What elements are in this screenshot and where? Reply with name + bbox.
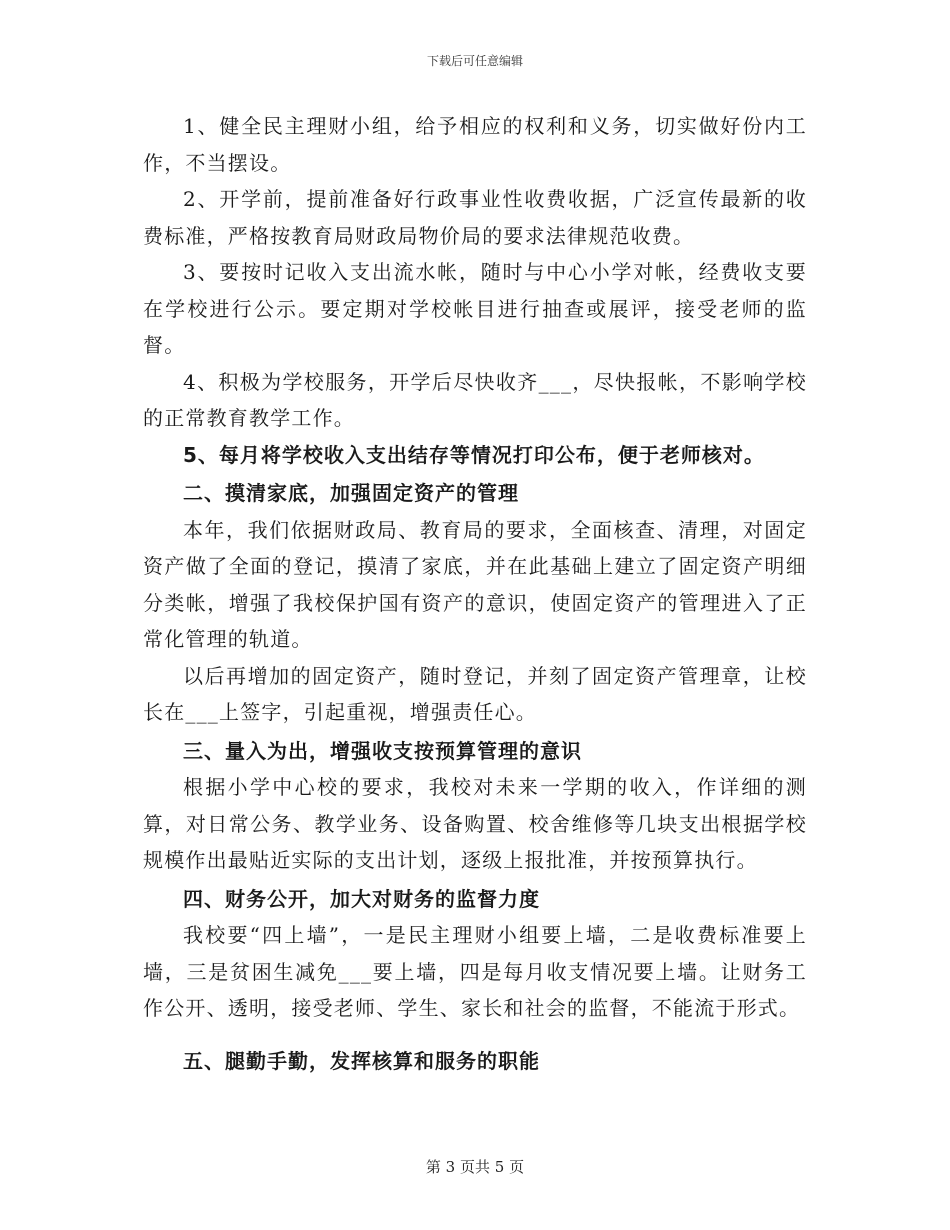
section-heading-2: 二、摸清家底，加强固定资产的管理 [183,481,519,505]
page-footer: 第 3 页共 5 页 [425,1158,525,1176]
paragraph-budget: 根据小学中心校的要求，我校对未来一学期的收入，作详细的测算，对日常公务、教学业务、设备购置、校舍维修等几块支出根据学校规模作出最贴近实际的支出计划，逐级上报批准，并按预算执行。 [143,775,807,872]
section-heading-4: 四、财务公开，加大对财务的监督力度 [183,886,540,911]
document-body [143,108,807,1079]
paragraph-item-5-bold: 5、每月将学校收入支出结存等情况打印公布，便于老师核对。 [183,442,765,467]
paragraph-item-3: 3、要按时记收入支出流水帐，随时与中心小学对帐，经费收支要在学校进行公示。要定期对学校帐目进行抽查或展评，接受老师的监督。 [143,260,807,357]
paragraph-disclosure: 我校要“四上墙”，一是民主理财小组要上墙，二是收费标准要上墙，三是贫困生减免___要上墙，四是每月收支情况要上墙。让财务工作公开、透明，接受老师、学生、家长和社会的监督，不能流于形式。 [143,923,807,1020]
paragraph-assets-1: 本年，我们依据财政局、教育局的要求，全面核查、清理，对固定资产做了全面的登记，摸清了家底，并在此基础上建立了固定资产明细分类帐，增强了我校保护国有资产的意识，使固定资产的管理进入了正常化管理的轨道。 [143,517,807,651]
paragraph-assets-2: 以后再增加的固定资产，随时登记，并刻了固定资产管理章，让校长在___上签字，引起重视，增强责任心。 [143,663,807,724]
paragraph-item-4: 4、积极为学校服务，开学后尽快收齐___，尽快报帐，不影响学校的正常教育教学工作。 [143,369,807,430]
section-heading-5: 五、腿勤手勤，发挥核算和服务的职能 [183,1048,540,1073]
page-header: 下载后可任意编辑 [426,54,523,68]
section-heading-3: 三、量入为出，增强收支按预算管理的意识 [183,738,582,763]
paragraph-item-2: 2、开学前，提前准备好行政事业性收费收据，广泛宣传最新的收费标准，严格按教育局财政局物价局的要求法律规范收费。 [143,187,807,248]
paragraph-item-1: 1、健全民主理财小组，给予相应的权利和义务，切实做好份内工作，不当摆设。 [143,114,807,175]
